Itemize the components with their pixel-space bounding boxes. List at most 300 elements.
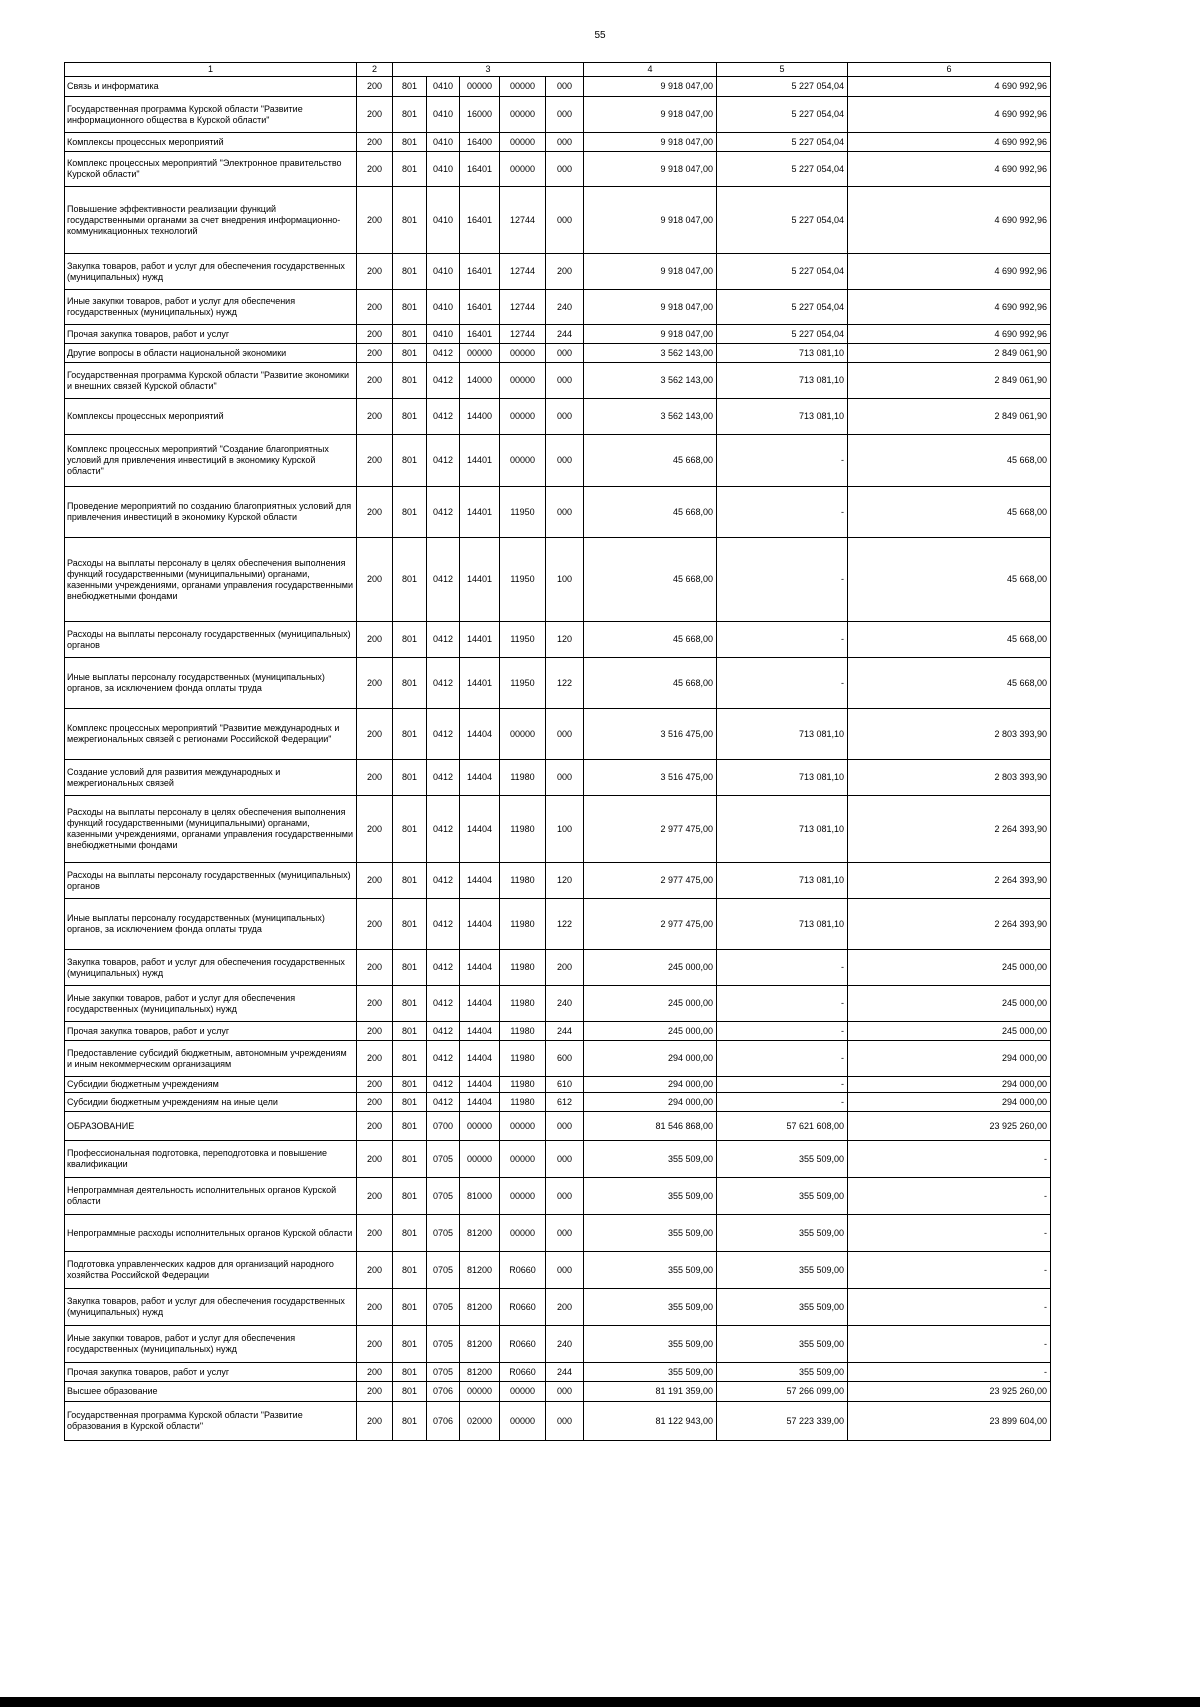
table-row bbox=[65, 709, 1051, 760]
name-cell: Субсидии бюджетным учреждениям на иные цели bbox=[65, 1093, 357, 1112]
code-cell: 14404 bbox=[460, 950, 500, 986]
amount-cell: 45 668,00 bbox=[584, 487, 717, 538]
amount-cell: - bbox=[848, 1141, 1051, 1178]
amount-cell: 5 227 054,04 bbox=[717, 290, 848, 325]
table-row bbox=[65, 1252, 1051, 1289]
amount-cell: - bbox=[717, 435, 848, 487]
code-cell: 801 bbox=[393, 133, 427, 152]
code-cell: 801 bbox=[393, 538, 427, 622]
code-cell: 14400 bbox=[460, 399, 500, 435]
name-cell: Комплекс процессных мероприятий "Развитие международных и межрегиональных связей с регионами Российской Федерации" bbox=[65, 709, 357, 760]
amount-cell: 9 918 047,00 bbox=[584, 97, 717, 133]
amount-cell: 5 227 054,04 bbox=[717, 325, 848, 344]
code-cell: 801 bbox=[393, 435, 427, 487]
code-cell: 16400 bbox=[460, 133, 500, 152]
code-cell: 244 bbox=[546, 1363, 584, 1382]
code-cell: 14401 bbox=[460, 658, 500, 709]
amount-cell: 355 509,00 bbox=[717, 1363, 848, 1382]
amount-cell: 713 081,10 bbox=[717, 399, 848, 435]
code-cell: 0412 bbox=[427, 538, 460, 622]
code-cell: 11980 bbox=[500, 863, 546, 899]
code-cell: 240 bbox=[546, 1326, 584, 1363]
code-cell: 00000 bbox=[500, 344, 546, 363]
amount-cell: 45 668,00 bbox=[848, 435, 1051, 487]
table-row bbox=[65, 1215, 1051, 1252]
code-cell: 801 bbox=[393, 863, 427, 899]
code-cell: R0660 bbox=[500, 1289, 546, 1326]
code-cell: 0412 bbox=[427, 487, 460, 538]
code-cell: 0410 bbox=[427, 77, 460, 97]
code-cell: 0412 bbox=[427, 435, 460, 487]
code-cell: 000 bbox=[546, 435, 584, 487]
code-cell: 00000 bbox=[500, 1141, 546, 1178]
code-cell: 000 bbox=[546, 1252, 584, 1289]
table-row bbox=[65, 152, 1051, 187]
code-cell: 801 bbox=[393, 1077, 427, 1093]
code-cell: 200 bbox=[546, 1289, 584, 1326]
name-cell: Непрограммная деятельность исполнительных органов Курской области bbox=[65, 1178, 357, 1215]
code-cell: 16401 bbox=[460, 254, 500, 290]
code-cell: 200 bbox=[357, 1326, 393, 1363]
amount-cell: 713 081,10 bbox=[717, 899, 848, 950]
code-cell: 240 bbox=[546, 986, 584, 1022]
code-cell: 122 bbox=[546, 658, 584, 709]
code-cell: 000 bbox=[546, 1112, 584, 1141]
table-row bbox=[65, 1141, 1051, 1178]
amount-cell: 294 000,00 bbox=[848, 1041, 1051, 1077]
code-cell: 0705 bbox=[427, 1363, 460, 1382]
code-cell: 16401 bbox=[460, 187, 500, 254]
amount-cell: 3 562 143,00 bbox=[584, 344, 717, 363]
amount-cell: 2 803 393,90 bbox=[848, 760, 1051, 796]
code-cell: 240 bbox=[546, 290, 584, 325]
code-cell: 200 bbox=[357, 1141, 393, 1178]
column-header-1: 1 bbox=[65, 63, 357, 77]
code-cell: 000 bbox=[546, 1402, 584, 1441]
code-cell: 200 bbox=[357, 1363, 393, 1382]
code-cell: 00000 bbox=[500, 1382, 546, 1402]
code-cell: 0412 bbox=[427, 1093, 460, 1112]
name-cell: Иные выплаты персоналу государственных (муниципальных) органов, за исключением фонда оплаты труда bbox=[65, 658, 357, 709]
table-row bbox=[65, 760, 1051, 796]
code-cell: 0412 bbox=[427, 796, 460, 863]
amount-cell: - bbox=[717, 950, 848, 986]
code-cell: 0706 bbox=[427, 1402, 460, 1441]
code-cell: 00000 bbox=[500, 77, 546, 97]
amount-cell: 2 977 475,00 bbox=[584, 899, 717, 950]
table-row bbox=[65, 899, 1051, 950]
amount-cell: 3 516 475,00 bbox=[584, 709, 717, 760]
code-cell: 200 bbox=[357, 290, 393, 325]
table-header-row bbox=[65, 63, 1051, 77]
code-cell: 801 bbox=[393, 1215, 427, 1252]
name-cell: Комплекс процессных мероприятий "Создание благоприятных условий для привлечения инвестиций в экономику Курской области" bbox=[65, 435, 357, 487]
table-row bbox=[65, 863, 1051, 899]
code-cell: 200 bbox=[357, 863, 393, 899]
code-cell: 14404 bbox=[460, 1077, 500, 1093]
code-cell: 801 bbox=[393, 1178, 427, 1215]
code-cell: 200 bbox=[357, 1382, 393, 1402]
code-cell: 801 bbox=[393, 622, 427, 658]
code-cell: 0412 bbox=[427, 986, 460, 1022]
name-cell: Прочая закупка товаров, работ и услуг bbox=[65, 325, 357, 344]
amount-cell: 23 899 604,00 bbox=[848, 1402, 1051, 1441]
code-cell: 122 bbox=[546, 899, 584, 950]
code-cell: 200 bbox=[546, 254, 584, 290]
code-cell: 801 bbox=[393, 1112, 427, 1141]
code-cell: 14404 bbox=[460, 899, 500, 950]
amount-cell: 2 849 061,90 bbox=[848, 399, 1051, 435]
code-cell: 801 bbox=[393, 1093, 427, 1112]
code-cell: 000 bbox=[546, 760, 584, 796]
code-cell: 14404 bbox=[460, 796, 500, 863]
amount-cell: 713 081,10 bbox=[717, 363, 848, 399]
code-cell: 801 bbox=[393, 709, 427, 760]
code-cell: 801 bbox=[393, 97, 427, 133]
code-cell: 610 bbox=[546, 1077, 584, 1093]
code-cell: 801 bbox=[393, 344, 427, 363]
code-cell: 16000 bbox=[460, 97, 500, 133]
code-cell: 120 bbox=[546, 622, 584, 658]
amount-cell: 3 562 143,00 bbox=[584, 399, 717, 435]
amount-cell: 355 509,00 bbox=[717, 1252, 848, 1289]
amount-cell: 5 227 054,04 bbox=[717, 133, 848, 152]
code-cell: 801 bbox=[393, 1402, 427, 1441]
amount-cell: 355 509,00 bbox=[717, 1141, 848, 1178]
code-cell: 000 bbox=[546, 187, 584, 254]
name-cell: Предоставление субсидий бюджетным, автономным учреждениям и иным некоммерческим организациям bbox=[65, 1041, 357, 1077]
name-cell: Комплексы процессных мероприятий bbox=[65, 399, 357, 435]
code-cell: 0705 bbox=[427, 1215, 460, 1252]
amount-cell: 5 227 054,04 bbox=[717, 187, 848, 254]
name-cell: Прочая закупка товаров, работ и услуг bbox=[65, 1022, 357, 1041]
code-cell: 14401 bbox=[460, 538, 500, 622]
amount-cell: - bbox=[848, 1178, 1051, 1215]
amount-cell: 9 918 047,00 bbox=[584, 254, 717, 290]
code-cell: 200 bbox=[357, 950, 393, 986]
code-cell: 801 bbox=[393, 325, 427, 344]
code-cell: 81200 bbox=[460, 1363, 500, 1382]
amount-cell: 2 264 393,90 bbox=[848, 863, 1051, 899]
amount-cell: 9 918 047,00 bbox=[584, 77, 717, 97]
amount-cell: 713 081,10 bbox=[717, 796, 848, 863]
amount-cell: 45 668,00 bbox=[584, 658, 717, 709]
amount-cell: 45 668,00 bbox=[848, 622, 1051, 658]
amount-cell: 4 690 992,96 bbox=[848, 325, 1051, 344]
code-cell: 0410 bbox=[427, 187, 460, 254]
amount-cell: 2 977 475,00 bbox=[584, 796, 717, 863]
amount-cell: - bbox=[717, 1077, 848, 1093]
code-cell: 801 bbox=[393, 1041, 427, 1077]
code-cell: 200 bbox=[357, 622, 393, 658]
amount-cell: - bbox=[848, 1326, 1051, 1363]
table-row bbox=[65, 363, 1051, 399]
code-cell: 801 bbox=[393, 1363, 427, 1382]
amount-cell: - bbox=[717, 622, 848, 658]
amount-cell: 294 000,00 bbox=[848, 1077, 1051, 1093]
amount-cell: 5 227 054,04 bbox=[717, 254, 848, 290]
code-cell: 11980 bbox=[500, 986, 546, 1022]
table-row bbox=[65, 187, 1051, 254]
code-cell: 00000 bbox=[460, 344, 500, 363]
code-cell: 0412 bbox=[427, 950, 460, 986]
amount-cell: 5 227 054,04 bbox=[717, 77, 848, 97]
amount-cell: 294 000,00 bbox=[848, 1093, 1051, 1112]
code-cell: 11980 bbox=[500, 1022, 546, 1041]
code-cell: 200 bbox=[357, 152, 393, 187]
code-cell: 801 bbox=[393, 487, 427, 538]
amount-cell: 355 509,00 bbox=[584, 1326, 717, 1363]
code-cell: 200 bbox=[357, 658, 393, 709]
code-cell: 00000 bbox=[500, 363, 546, 399]
code-cell: 200 bbox=[357, 1077, 393, 1093]
code-cell: 0705 bbox=[427, 1141, 460, 1178]
table-row bbox=[65, 1326, 1051, 1363]
amount-cell: 355 509,00 bbox=[717, 1178, 848, 1215]
code-cell: 00000 bbox=[460, 1382, 500, 1402]
amount-cell: 45 668,00 bbox=[584, 622, 717, 658]
code-cell: 200 bbox=[357, 709, 393, 760]
amount-cell: 4 690 992,96 bbox=[848, 97, 1051, 133]
amount-cell: 23 925 260,00 bbox=[848, 1112, 1051, 1141]
code-cell: 14404 bbox=[460, 1022, 500, 1041]
code-cell: 11950 bbox=[500, 538, 546, 622]
amount-cell: 4 690 992,96 bbox=[848, 187, 1051, 254]
code-cell: 100 bbox=[546, 796, 584, 863]
name-cell: Закупка товаров, работ и услуг для обеспечения государственных (муниципальных) нужд bbox=[65, 950, 357, 986]
code-cell: 0705 bbox=[427, 1252, 460, 1289]
code-cell: 0410 bbox=[427, 152, 460, 187]
table-row bbox=[65, 344, 1051, 363]
amount-cell: 245 000,00 bbox=[848, 1022, 1051, 1041]
amount-cell: 2 264 393,90 bbox=[848, 899, 1051, 950]
amount-cell: 2 977 475,00 bbox=[584, 863, 717, 899]
amount-cell: 355 509,00 bbox=[717, 1289, 848, 1326]
code-cell: 200 bbox=[357, 760, 393, 796]
code-cell: 0705 bbox=[427, 1178, 460, 1215]
name-cell: Иные закупки товаров, работ и услуг для обеспечения государственных (муниципальных) нужд bbox=[65, 986, 357, 1022]
table-row bbox=[65, 290, 1051, 325]
amount-cell: 355 509,00 bbox=[717, 1326, 848, 1363]
name-cell: Закупка товаров, работ и услуг для обеспечения государственных (муниципальных) нужд bbox=[65, 254, 357, 290]
amount-cell: 245 000,00 bbox=[584, 1022, 717, 1041]
code-cell: 200 bbox=[357, 1178, 393, 1215]
table-row bbox=[65, 950, 1051, 986]
code-cell: 200 bbox=[357, 1041, 393, 1077]
code-cell: 12744 bbox=[500, 325, 546, 344]
column-header-6: 6 bbox=[848, 63, 1051, 77]
amount-cell: 2 849 061,90 bbox=[848, 344, 1051, 363]
code-cell: 000 bbox=[546, 363, 584, 399]
code-cell: 200 bbox=[357, 986, 393, 1022]
code-cell: 0412 bbox=[427, 344, 460, 363]
code-cell: 0410 bbox=[427, 325, 460, 344]
code-cell: 12744 bbox=[500, 187, 546, 254]
code-cell: 11950 bbox=[500, 622, 546, 658]
code-cell: 600 bbox=[546, 1041, 584, 1077]
code-cell: 000 bbox=[546, 487, 584, 538]
amount-cell: 57 266 099,00 bbox=[717, 1382, 848, 1402]
code-cell: 000 bbox=[546, 399, 584, 435]
amount-cell: 57 223 339,00 bbox=[717, 1402, 848, 1441]
amount-cell: - bbox=[717, 1022, 848, 1041]
code-cell: 00000 bbox=[500, 133, 546, 152]
code-cell: 000 bbox=[546, 1382, 584, 1402]
code-cell: 0410 bbox=[427, 97, 460, 133]
code-cell: 14404 bbox=[460, 709, 500, 760]
code-cell: 11980 bbox=[500, 796, 546, 863]
code-cell: 11980 bbox=[500, 1041, 546, 1077]
amount-cell: 355 509,00 bbox=[717, 1215, 848, 1252]
amount-cell: 4 690 992,96 bbox=[848, 133, 1051, 152]
code-cell: 801 bbox=[393, 290, 427, 325]
code-cell: 16401 bbox=[460, 152, 500, 187]
amount-cell: 355 509,00 bbox=[584, 1141, 717, 1178]
code-cell: 11980 bbox=[500, 760, 546, 796]
name-cell: Государственная программа Курской области "Развитие образования в Курской области" bbox=[65, 1402, 357, 1441]
code-cell: 801 bbox=[393, 899, 427, 950]
name-cell: Профессиональная подготовка, переподготовка и повышение квалификации bbox=[65, 1141, 357, 1178]
amount-cell: 81 546 868,00 bbox=[584, 1112, 717, 1141]
code-cell: 14404 bbox=[460, 760, 500, 796]
code-cell: 200 bbox=[357, 435, 393, 487]
table-row bbox=[65, 622, 1051, 658]
amount-cell: 4 690 992,96 bbox=[848, 152, 1051, 187]
code-cell: 801 bbox=[393, 152, 427, 187]
code-cell: 801 bbox=[393, 796, 427, 863]
code-cell: 00000 bbox=[460, 77, 500, 97]
amount-cell: - bbox=[848, 1252, 1051, 1289]
code-cell: 200 bbox=[357, 487, 393, 538]
table-row bbox=[65, 1112, 1051, 1141]
code-cell: R0660 bbox=[500, 1363, 546, 1382]
name-cell: Государственная программа Курской области "Развитие информационного общества в Курской области" bbox=[65, 97, 357, 133]
code-cell: 120 bbox=[546, 863, 584, 899]
code-cell: 0412 bbox=[427, 1022, 460, 1041]
code-cell: 0412 bbox=[427, 760, 460, 796]
table-row bbox=[65, 77, 1051, 97]
amount-cell: 2 264 393,90 bbox=[848, 796, 1051, 863]
code-cell: 801 bbox=[393, 1289, 427, 1326]
code-cell: 81000 bbox=[460, 1178, 500, 1215]
amount-cell: 294 000,00 bbox=[584, 1093, 717, 1112]
table-row bbox=[65, 1022, 1051, 1041]
amount-cell: 57 621 608,00 bbox=[717, 1112, 848, 1141]
amount-cell: 3 562 143,00 bbox=[584, 363, 717, 399]
amount-cell: - bbox=[848, 1289, 1051, 1326]
name-cell: Высшее образование bbox=[65, 1382, 357, 1402]
code-cell: 00000 bbox=[500, 1215, 546, 1252]
code-cell: 200 bbox=[357, 1215, 393, 1252]
column-header-2: 2 bbox=[357, 63, 393, 77]
table-row bbox=[65, 325, 1051, 344]
code-cell: 000 bbox=[546, 1215, 584, 1252]
code-cell: 0412 bbox=[427, 899, 460, 950]
code-cell: 801 bbox=[393, 950, 427, 986]
amount-cell: 2 803 393,90 bbox=[848, 709, 1051, 760]
code-cell: 0412 bbox=[427, 399, 460, 435]
code-cell: 0412 bbox=[427, 863, 460, 899]
amount-cell: 45 668,00 bbox=[584, 435, 717, 487]
table-row bbox=[65, 435, 1051, 487]
code-cell: 11980 bbox=[500, 1093, 546, 1112]
table-row bbox=[65, 487, 1051, 538]
code-cell: 14401 bbox=[460, 487, 500, 538]
amount-cell: 9 918 047,00 bbox=[584, 325, 717, 344]
code-cell: 801 bbox=[393, 254, 427, 290]
code-cell: 0705 bbox=[427, 1289, 460, 1326]
name-cell: Комплексы процессных мероприятий bbox=[65, 133, 357, 152]
code-cell: 0410 bbox=[427, 290, 460, 325]
code-cell: 000 bbox=[546, 133, 584, 152]
amount-cell: 9 918 047,00 bbox=[584, 187, 717, 254]
name-cell: Повышение эффективности реализации функций государственными органами за счет внедрения информационно-коммуникационных технологий bbox=[65, 187, 357, 254]
code-cell: 16401 bbox=[460, 325, 500, 344]
code-cell: 12744 bbox=[500, 290, 546, 325]
code-cell: 801 bbox=[393, 77, 427, 97]
code-cell: 200 bbox=[357, 399, 393, 435]
table-row bbox=[65, 399, 1051, 435]
amount-cell: 81 122 943,00 bbox=[584, 1402, 717, 1441]
code-cell: 00000 bbox=[500, 399, 546, 435]
column-header-4: 4 bbox=[584, 63, 717, 77]
amount-cell: - bbox=[717, 658, 848, 709]
code-cell: 00000 bbox=[500, 435, 546, 487]
amount-cell: 245 000,00 bbox=[848, 986, 1051, 1022]
amount-cell: 45 668,00 bbox=[848, 538, 1051, 622]
table-row bbox=[65, 1093, 1051, 1112]
amount-cell: 713 081,10 bbox=[717, 760, 848, 796]
name-cell: Создание условий для развития международных и межрегиональных связей bbox=[65, 760, 357, 796]
amount-cell: 294 000,00 bbox=[584, 1077, 717, 1093]
table-row bbox=[65, 1289, 1051, 1326]
amount-cell: 5 227 054,04 bbox=[717, 97, 848, 133]
amount-cell: 355 509,00 bbox=[584, 1215, 717, 1252]
code-cell: 612 bbox=[546, 1093, 584, 1112]
code-cell: 16401 bbox=[460, 290, 500, 325]
code-cell: 801 bbox=[393, 1252, 427, 1289]
code-cell: 0412 bbox=[427, 1041, 460, 1077]
code-cell: 801 bbox=[393, 986, 427, 1022]
code-cell: 200 bbox=[357, 77, 393, 97]
code-cell: 12744 bbox=[500, 254, 546, 290]
code-cell: 0412 bbox=[427, 709, 460, 760]
code-cell: 0705 bbox=[427, 1326, 460, 1363]
page-number: 55 bbox=[594, 30, 606, 41]
amount-cell: 5 227 054,04 bbox=[717, 152, 848, 187]
code-cell: 0412 bbox=[427, 658, 460, 709]
code-cell: 00000 bbox=[500, 97, 546, 133]
code-cell: 801 bbox=[393, 658, 427, 709]
amount-cell: 355 509,00 bbox=[584, 1289, 717, 1326]
code-cell: 801 bbox=[393, 1022, 427, 1041]
amount-cell: 355 509,00 bbox=[584, 1178, 717, 1215]
amount-cell: - bbox=[717, 986, 848, 1022]
code-cell: 801 bbox=[393, 187, 427, 254]
amount-cell: - bbox=[717, 487, 848, 538]
amount-cell: - bbox=[717, 1093, 848, 1112]
amount-cell: - bbox=[717, 538, 848, 622]
code-cell: 000 bbox=[546, 152, 584, 187]
code-cell: 200 bbox=[357, 538, 393, 622]
code-cell: 11980 bbox=[500, 950, 546, 986]
amount-cell: 245 000,00 bbox=[848, 950, 1051, 986]
code-cell: 14404 bbox=[460, 1093, 500, 1112]
amount-cell: 45 668,00 bbox=[848, 658, 1051, 709]
table-row bbox=[65, 1178, 1051, 1215]
code-cell: 200 bbox=[357, 344, 393, 363]
code-cell: 000 bbox=[546, 344, 584, 363]
